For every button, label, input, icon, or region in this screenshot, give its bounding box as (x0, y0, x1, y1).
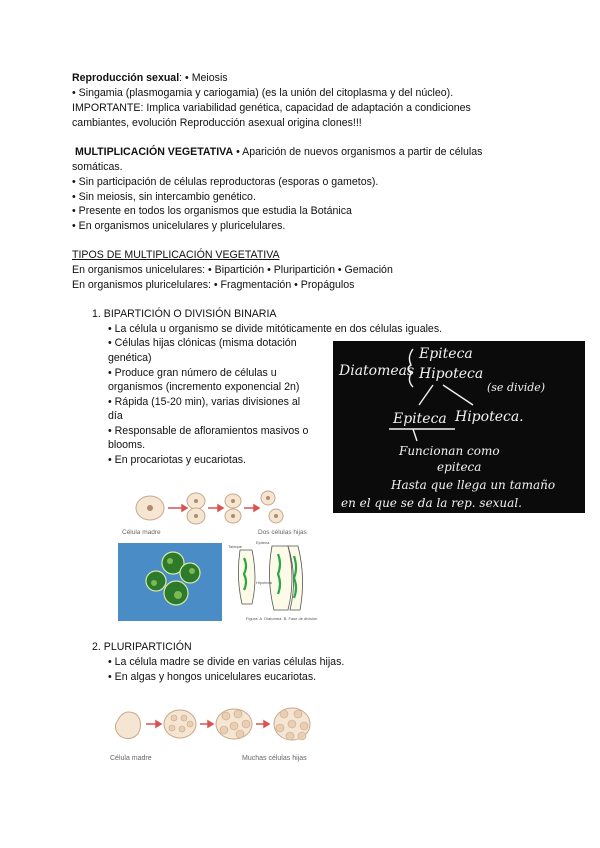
bb-funcionan: Funcionan como (399, 444, 500, 458)
biparticion-item: día (108, 410, 123, 422)
sexual-heading-tail: : • Meiosis (179, 72, 228, 84)
vegetativa-item: • En organismos unicelulares y pluricelulares. (72, 220, 286, 232)
biparticion-item: • Responsable de afloramientos masivos o (108, 425, 309, 437)
biparticion-item: • Produce gran número de células u (108, 367, 277, 379)
label-epiteca-small: Epiteca (256, 540, 270, 545)
sexual-heading-line (72, 71, 228, 86)
diatom-photo (118, 543, 222, 621)
label-celula-madre: Célula madre (122, 529, 161, 536)
biparticion-item: • Células hijas clónicas (misma dotación (108, 337, 297, 349)
blackboard-note-image (333, 341, 585, 513)
arrow-icon (156, 721, 161, 727)
vegetativa-item: • Sin meiosis, sin intercambio genético. (72, 191, 256, 203)
bb-epiteca-mid: Epiteca (393, 411, 447, 427)
diatom-photo-art (118, 543, 222, 621)
label-muchas-celulas-hijas: Muchas células hijas (242, 755, 307, 762)
vegetativa-heading-tail: • Aparición de nuevos organismos a partir de células (233, 146, 483, 158)
bb-hipoteca-top: Hipoteca (419, 366, 484, 382)
biparticion-sequence-figure (118, 488, 308, 536)
bb-rep-sexual: en el que se da la rep. sexual. (341, 496, 522, 510)
sexual-heading: Reproducción sexual (72, 72, 180, 84)
arrow-icon (254, 505, 259, 511)
bb-hipoteca-mid: Hipoteca. (455, 409, 524, 425)
sexual-singamia: • Singamia (plasmogamia y cariogamia) (es la unión del citoplasma y del núcleo). (72, 87, 454, 99)
biparticion-title: 1. BIPARTICIÓN O DIVISIÓN BINARIA (92, 308, 277, 320)
pluriparticion-title: 2. PLURIPARTICIÓN (92, 641, 192, 653)
cell-division-diagram (118, 488, 308, 536)
pluriparticion-diagram (108, 700, 318, 764)
diatom-frustule-left (238, 550, 255, 604)
tipos-unicelulares: En organismos unicelulares: • Bipartición • Pluripartición • Gemación (72, 264, 393, 276)
bb-arrow-down (413, 429, 417, 441)
biparticion-item: blooms. (108, 439, 146, 451)
diatom-frustule-right-a (269, 546, 292, 610)
label-dos-celulas-hijas: Dos células hijas (258, 529, 307, 536)
tipos-heading: TIPOS DE MULTIPLICACIÓN VEGETATIVA (72, 249, 280, 261)
vegetativa-heading-line (75, 145, 482, 160)
mother-cell (115, 712, 140, 739)
blackboard-handwriting (333, 341, 585, 513)
bb-epiteca-low: epiteca (437, 460, 482, 474)
label-tabique: Tabique (228, 544, 243, 549)
bb-epiteca-top: Epiteca (419, 346, 473, 362)
sexual-importante: IMPORTANTE: Implica variabilidad genética, capacidad de adaptación a condiciones (72, 102, 471, 114)
label-celula-madre: Célula madre (110, 755, 152, 762)
vegetativa-line2: somáticas. (72, 161, 123, 173)
diatom-division-diagram (226, 538, 318, 624)
tipos-pluricelulares: En organismos pluricelulares: • Fragmentación • Propágulos (72, 279, 355, 291)
arrow-icon (264, 721, 269, 727)
bb-diatomeas: Diatomeas (339, 363, 415, 379)
biparticion-item: organismos (incremento exponencial 2n) (108, 381, 300, 393)
biparticion-item: • Rápida (15-20 min), varias divisiones al (108, 396, 301, 408)
sexual-importante-cont: cambiantes, evolución Reproducción asexual origina clones!!! (72, 117, 362, 129)
vegetativa-item: • Sin participación de células reproductoras (esporas o gametos). (72, 176, 379, 188)
arrow-icon (182, 505, 187, 511)
bb-arrow-left (419, 385, 433, 405)
biparticion-item: genética) (108, 352, 152, 364)
diatom-division-art (226, 538, 318, 624)
pluriparticion-figure (108, 700, 318, 764)
biparticion-item: • La célula u organismo se divide mitóticamente en dos células iguales. (108, 323, 443, 335)
vegetativa-item: • Presente en todos los organismos que estudia la Botánica (72, 205, 352, 217)
pluriparticion-item: • En algas y hongos unicelulares eucariotas. (108, 671, 317, 683)
label-hipoteca-small: Hipoteca (256, 580, 272, 585)
biparticion-item: • En procariotas y eucariotas. (108, 454, 246, 466)
arrow-icon (218, 505, 223, 511)
bb-hasta-que: Hasta que llega un tamaño (391, 478, 556, 492)
vegetativa-heading: MULTIPLICACIÓN VEGETATIVA (75, 146, 234, 158)
pluriparticion-item: • La célula madre se divide en varias células hijas. (108, 656, 345, 668)
arrow-icon (208, 721, 213, 727)
bb-se-divide: (se divide) (487, 381, 546, 394)
diatom-figure-caption: Figura: A. Diatomea. B. Fase de división (246, 616, 318, 621)
bb-arrow-right (443, 385, 473, 405)
